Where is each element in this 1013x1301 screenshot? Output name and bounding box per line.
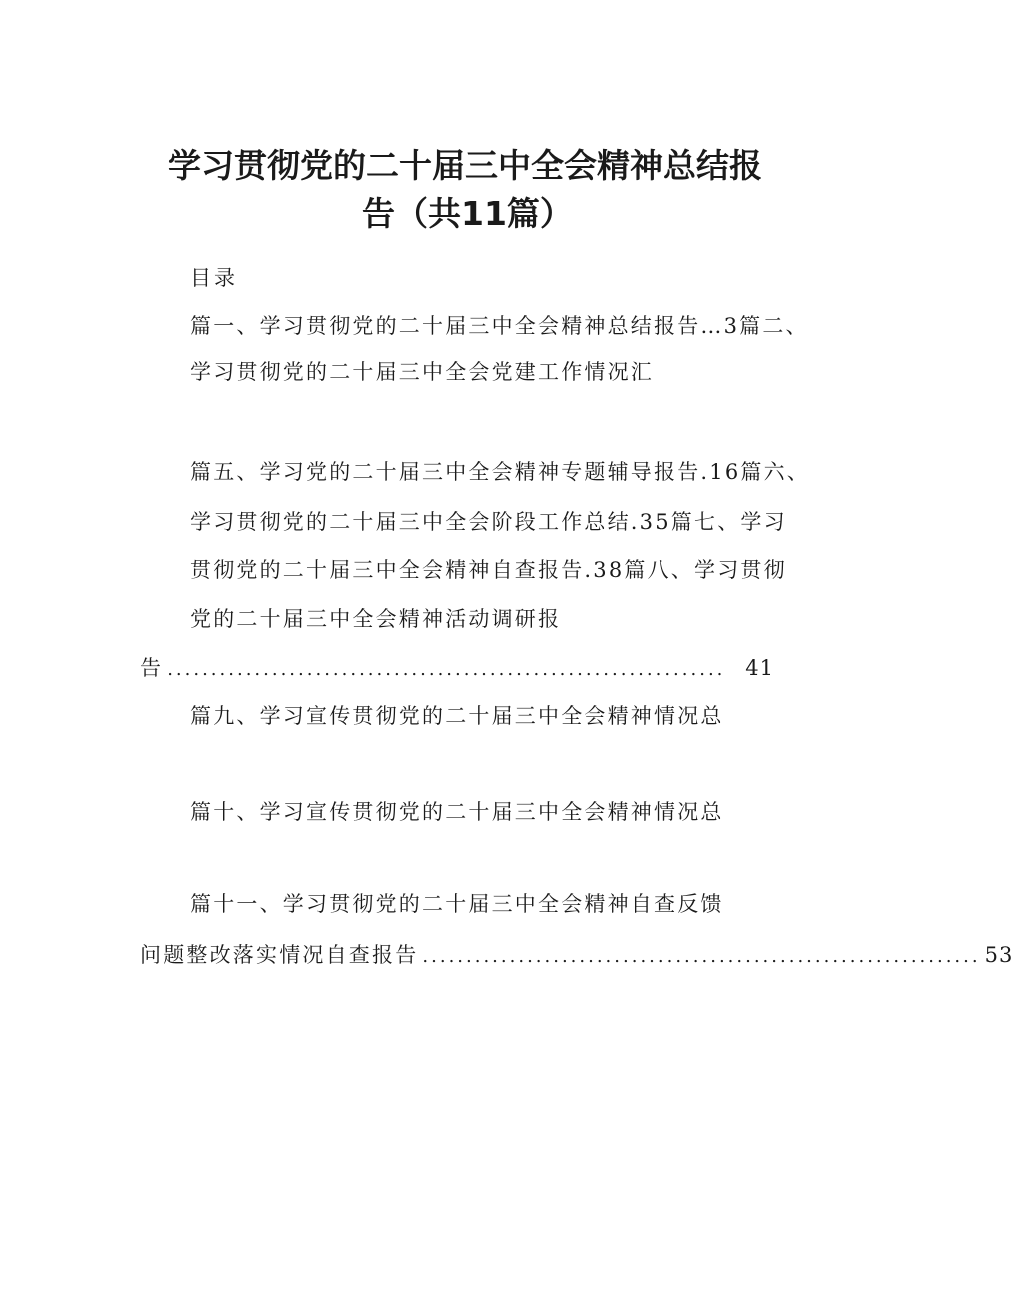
toc-page-number: 41 xyxy=(745,656,774,680)
toc-line: 篇一、学习贯彻党的二十届三中全会精神总结报告…3篇二、 xyxy=(190,314,809,338)
toc-line: 学习贯彻党的二十届三中全会阶段工作总结.35篇七、学习 xyxy=(190,510,787,534)
toc-line: 篇十、学习宣传贯彻党的二十届三中全会精神情况总 xyxy=(190,800,724,824)
toc-dot-leader: ................................................................ xyxy=(422,946,981,967)
toc-line: 党的二十届三中全会精神活动调研报 xyxy=(190,607,562,631)
document-title-line-1: 学习贯彻党的二十届三中全会精神总结报 xyxy=(168,146,762,185)
toc-entry-text: 问题整改落实情况自查报告 xyxy=(140,943,419,967)
document-title-line-2: 告（共11篇） xyxy=(362,194,573,233)
toc-line: 学习贯彻党的二十届三中全会党建工作情况汇 xyxy=(190,360,654,384)
toc-line: 篇十一、学习贯彻党的二十届三中全会精神自查反馈 xyxy=(190,892,724,916)
toc-heading: 目录 xyxy=(190,266,238,290)
toc-page-number: 53 xyxy=(984,943,1013,967)
toc-line: 篇九、学习宣传贯彻党的二十届三中全会精神情况总 xyxy=(190,704,724,728)
toc-line: 篇五、学习党的二十届三中全会精神专题辅导报告.16篇六、 xyxy=(190,460,810,484)
toc-line: 贯彻党的二十届三中全会精神自查报告.38篇八、学习贯彻 xyxy=(190,558,787,582)
toc-entry-text: 告 xyxy=(140,656,164,680)
toc-dot-leader: ................................................................ xyxy=(167,659,726,680)
toc-leader-row xyxy=(140,652,774,682)
toc-leader-row xyxy=(140,939,1013,969)
